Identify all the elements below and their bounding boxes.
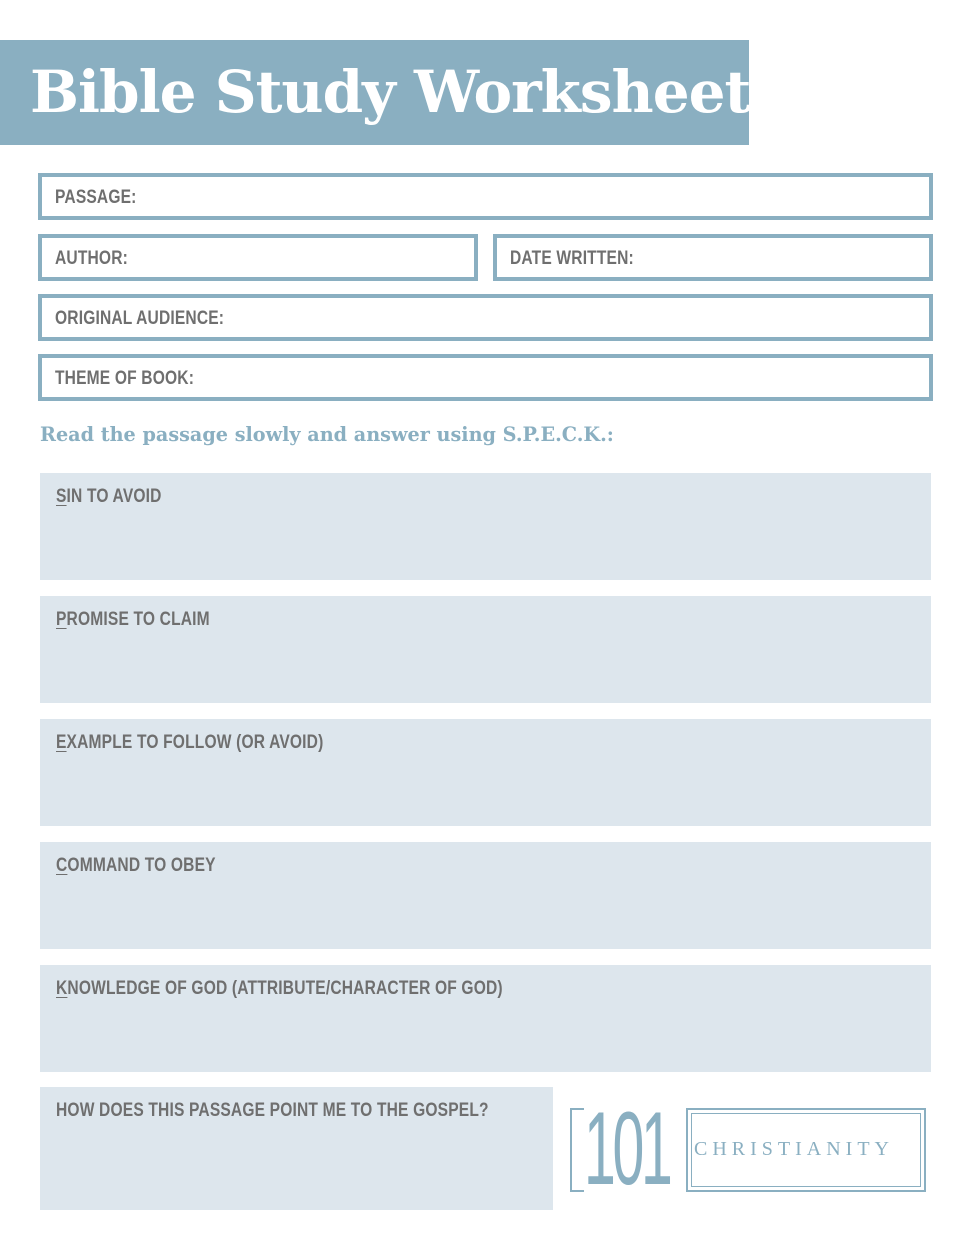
logo-word: CHRISTIANITY <box>694 1138 894 1160</box>
section-promise-rest: ROMISE TO CLAIM <box>66 609 210 630</box>
gospel-question-box[interactable] <box>40 1087 553 1210</box>
section-knowledge[interactable] <box>40 965 931 1072</box>
section-knowledge-label <box>56 977 503 1001</box>
section-command-rest: OMMAND TO OBEY <box>67 855 216 876</box>
passage-field[interactable] <box>38 173 933 220</box>
section-promise-label <box>56 608 210 632</box>
section-example-initial: E <box>56 732 67 753</box>
page-title: Bible Study Worksheet <box>30 58 751 126</box>
gospel-question-label: HOW DOES THIS PASSAGE POINT ME TO THE GOSPEL? <box>56 1100 489 1121</box>
section-command[interactable] <box>40 842 931 949</box>
passage-label: PASSAGE: <box>55 187 137 208</box>
section-sin-rest: IN TO AVOID <box>66 486 162 507</box>
section-knowledge-rest: NOWLEDGE OF GOD (ATTRIBUTE/CHARACTER OF GOD) <box>67 978 503 999</box>
theme-of-book-field[interactable] <box>38 354 933 401</box>
christianity-101-logo <box>566 1091 930 1207</box>
section-promise-initial: P <box>56 609 67 630</box>
original-audience-label: ORIGINAL AUDIENCE: <box>55 308 225 329</box>
section-command-initial: C <box>56 855 68 876</box>
instruction-text: Read the passage slowly and answer using S.P.E.C.K.: <box>40 422 614 446</box>
date-written-label: DATE WRITTEN: <box>510 248 634 269</box>
section-example[interactable] <box>40 719 931 826</box>
logo-number: 101 <box>584 1091 670 1207</box>
section-sin[interactable] <box>40 473 931 580</box>
section-promise[interactable] <box>40 596 931 703</box>
logo-frame-left <box>570 1108 584 1192</box>
section-example-rest: XAMPLE TO FOLLOW (OR AVOID) <box>66 732 324 753</box>
section-command-label <box>56 854 216 878</box>
section-knowledge-initial: K <box>56 978 68 999</box>
date-written-field[interactable] <box>493 234 933 281</box>
section-sin-initial: S <box>56 486 67 507</box>
author-label: AUTHOR: <box>55 248 128 269</box>
section-sin-label <box>56 485 162 509</box>
section-example-label <box>56 731 323 755</box>
author-field[interactable] <box>38 234 478 281</box>
original-audience-field[interactable] <box>38 294 933 341</box>
theme-of-book-label: THEME OF BOOK: <box>55 368 195 389</box>
